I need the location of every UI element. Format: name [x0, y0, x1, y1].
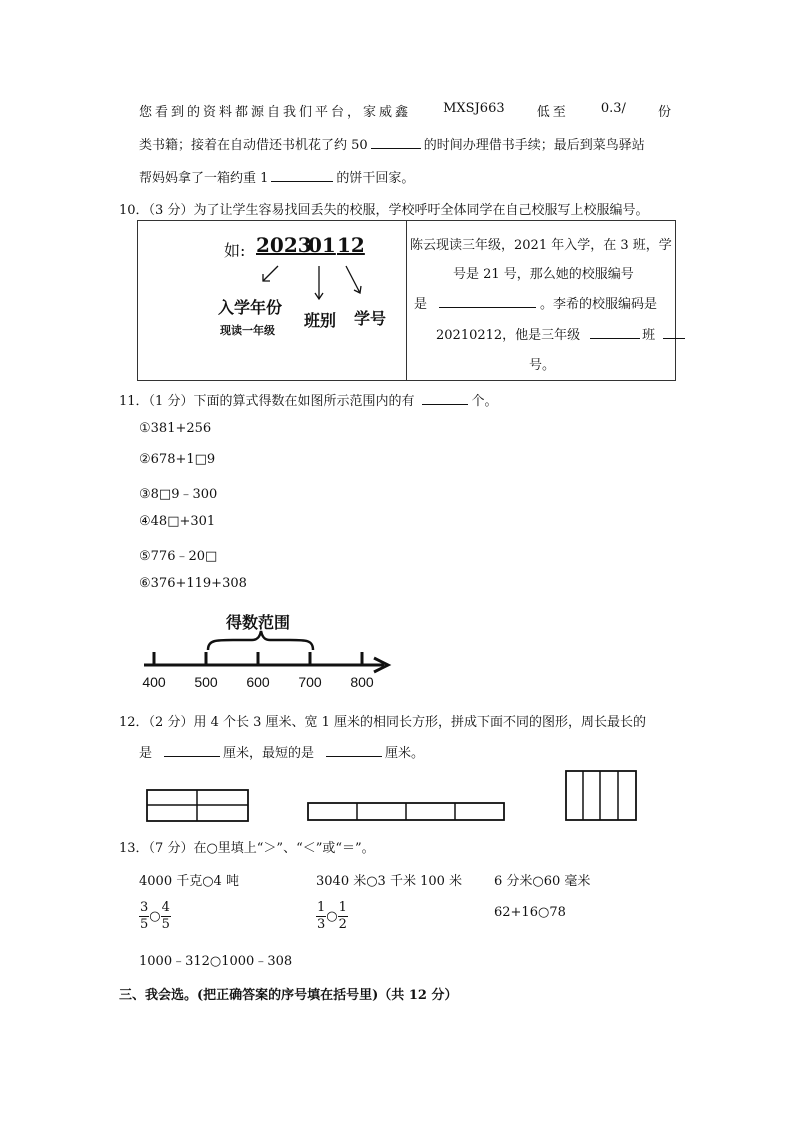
q12-line-2: 是 厘米，最短的是 厘米。: [139, 746, 425, 761]
fraction: $\frac{1}{2}$: [338, 900, 347, 932]
q10-table: [137, 220, 676, 381]
compare-item-1: 4000 千克○4 吨: [139, 874, 239, 889]
axis-tick-label: 500: [194, 674, 218, 690]
shape-column-of-four: [563, 769, 639, 823]
option-6: ⑥376+119+308: [139, 576, 247, 591]
code-class: 01: [308, 233, 336, 257]
header-line-2: 类书籍；接着在自动借还书机花了约 50 的时间办理借书手续；最后到菜鸟驿站: [139, 138, 645, 153]
q10-stem: 10．（3 分）为了让学生容易找回丢失的校服，学校呼吁全体同学在自己校服写上校服编号。: [119, 203, 649, 218]
answer-blank[interactable]: [439, 295, 536, 308]
compare-item-4: $\frac{3}{5}$ ○ $\frac{4}{5}$: [140, 900, 170, 932]
q12-stem: 12．（2 分）用 4 个长 3 厘米、宽 1 厘米的相同长方形，拼成下面不同的图形，周长最长的: [119, 715, 647, 730]
compare-item-7: 1000﹣312○1000﹣308: [139, 954, 293, 969]
q13-stem: 13．（7 分）在○里填上“＞”、“＜”或“＝”。: [119, 841, 375, 856]
q10-right-line-4: 20210212，他是三年级 班: [436, 324, 685, 343]
axis-tick-label: 400: [142, 674, 166, 690]
label-class: 班别: [304, 311, 337, 330]
answer-blank[interactable]: [371, 136, 421, 149]
axis-tick-label: 700: [298, 674, 322, 690]
range-label: 得数范围: [226, 615, 291, 632]
header-line-1: [139, 101, 674, 120]
option-4: ④48□+301: [139, 514, 216, 529]
option-3: ③8□9﹣300: [139, 487, 218, 502]
answer-blank[interactable]: [326, 744, 382, 757]
section-3-title: 三、我会选。(把正确答案的序号填在括号里)（共 12 分）: [119, 988, 458, 1003]
header-part: 低至: [536, 105, 569, 120]
label-number: 学号: [354, 309, 387, 328]
range-number-line: [138, 600, 400, 696]
answer-blank[interactable]: [422, 392, 468, 405]
q10-divider: [406, 221, 407, 380]
code-number: 12: [337, 233, 365, 257]
q10-right-line-3: 是 。李希的校服编码是: [414, 297, 658, 312]
header-part: 您看到的资料都源自我们平台，家威鑫: [139, 105, 412, 120]
option-1: ①381+256: [139, 421, 212, 436]
label-year-note: 现读一年级: [220, 324, 275, 337]
example-prefix: 如:: [224, 241, 246, 260]
fraction: $\frac{1}{3}$: [317, 900, 326, 932]
option-5: ⑤776﹣20□: [139, 549, 218, 564]
answer-blank[interactable]: [271, 169, 333, 182]
compare-item-6: 62+16○78: [494, 905, 566, 920]
compare-item-2: 3040 米○3 千米 100 米: [316, 874, 463, 889]
answer-blank[interactable]: [663, 326, 685, 339]
axis-tick-label: 800: [350, 674, 374, 690]
axis-tick-label: 600: [246, 674, 270, 690]
fraction: $\frac{3}{5}$: [140, 900, 149, 932]
shape-2x2: [145, 788, 251, 824]
answer-blank[interactable]: [164, 744, 220, 757]
header-part: MXSJ663: [443, 101, 505, 116]
header-part: 份: [657, 105, 674, 120]
code-year: 2023: [256, 233, 312, 257]
range-brace: [208, 631, 313, 650]
q10-right-line-1: 陈云现读三年级，2021 年入学，在 3 班，学: [410, 238, 672, 253]
compare-item-5: $\frac{1}{3}$ ○ $\frac{1}{2}$: [317, 900, 347, 932]
compare-item-3: 6 分米○60 毫米: [494, 874, 591, 889]
label-year: 入学年份: [218, 298, 283, 317]
q10-right-line-5: 号。: [529, 358, 556, 373]
answer-blank[interactable]: [590, 326, 640, 339]
q10-right-line-2: 号是 21 号，那么她的校服编号: [453, 267, 634, 282]
header-line-3: 帮妈妈拿了一箱约重 1 的饼干回家。: [139, 171, 415, 186]
option-2: ②678+1□9: [139, 452, 216, 467]
shape-row-of-four: [306, 801, 506, 823]
q11-stem: 11．（1 分）下面的算式得数在如图所示范围内的有 个。: [119, 394, 498, 409]
fraction: $\frac{4}{5}$: [161, 900, 170, 932]
header-part: 0.3/: [600, 101, 626, 116]
